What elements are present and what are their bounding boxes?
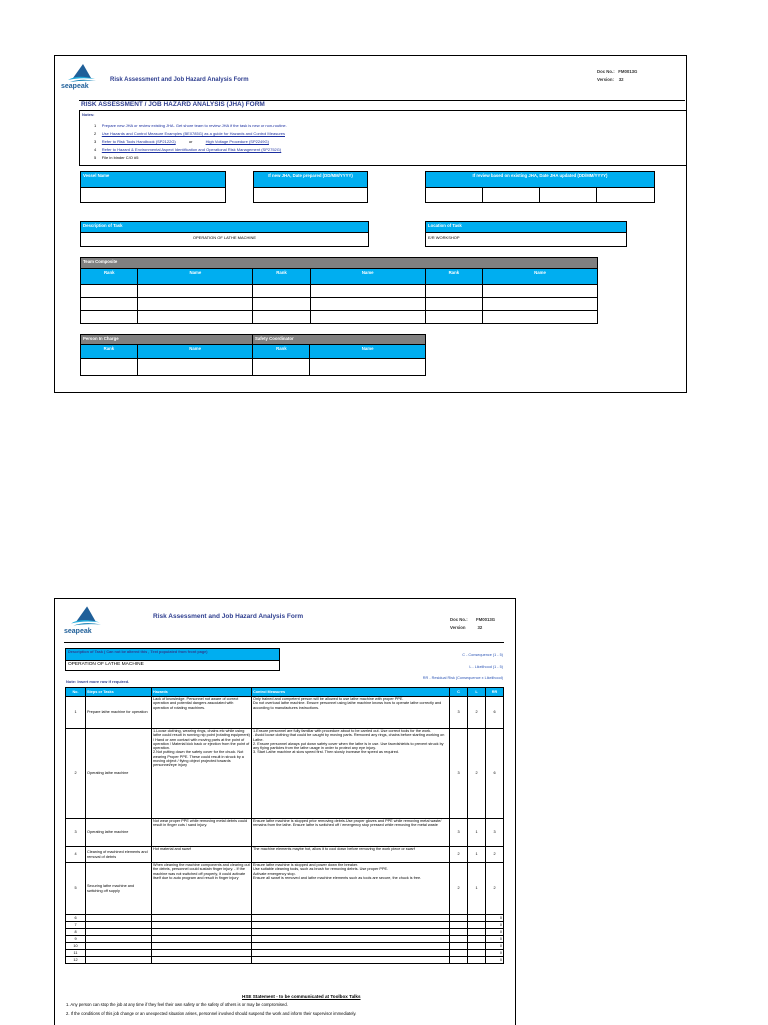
row-step[interactable] (86, 929, 152, 936)
hse-line-2: 2. If the conditions of this job change or an unexpected situation arises, personnel involved should suspend the work and inform their supervisor immediately. (66, 1011, 357, 1016)
row-rr[interactable]: 0 (486, 957, 504, 964)
row-rr[interactable]: 0 (486, 929, 504, 936)
jha-row (66, 957, 504, 964)
team-col-rank: Rank (253, 269, 310, 285)
row-l[interactable] (468, 943, 486, 950)
note-link[interactable]: Use Hazards and Control Measure Examples (BE0785G) as a guide for Hazards and Control Measures (101, 131, 285, 136)
jha-table-container (65, 687, 504, 964)
location-header: Location of Task (425, 221, 627, 233)
row-control[interactable]: Only trained and competent person will be allowed to use lathe machine with proper PPE. Do not overload lathe machine. Ensure personnel using lathe machine knows how to operate lathe correctly and according to manufactures instructions. (252, 697, 450, 729)
row-hazard[interactable] (152, 915, 252, 922)
row-number[interactable]: 11 (66, 950, 86, 957)
note-number: 2 (94, 131, 97, 136)
col-control: Control Measures (252, 688, 450, 697)
row-c[interactable] (450, 957, 468, 964)
jha-row (66, 819, 504, 847)
note-link[interactable]: Refer to Hazard & Environmental Aspect Identification and Operational Risk Management (SP2752G) (101, 147, 282, 152)
notes-block (79, 110, 686, 166)
team-col-rank: Rank (425, 269, 482, 285)
row-rr[interactable]: 3 (486, 819, 504, 847)
team-cell[interactable] (81, 298, 138, 311)
note-link[interactable]: Refer to Risk Tools Handbook (SP2122G) (101, 139, 176, 144)
row-step[interactable]: Operating lathe machine (86, 729, 152, 819)
row-step[interactable] (86, 936, 152, 943)
row-hazard[interactable] (152, 929, 252, 936)
header-divider (64, 642, 504, 643)
row-c[interactable] (450, 915, 468, 922)
note-link[interactable]: High Voltage Procedure (SP2249G) (205, 139, 269, 144)
note-3 (94, 139, 269, 144)
row-l[interactable] (468, 929, 486, 936)
doc-no-label: Doc No.: (597, 69, 615, 74)
row-step[interactable] (86, 915, 152, 922)
row-c[interactable] (450, 943, 468, 950)
row-rr[interactable]: 0 (486, 936, 504, 943)
row-rr[interactable]: 2 (486, 847, 504, 863)
doc-info (450, 616, 495, 632)
jha-row (66, 863, 504, 915)
row-c[interactable]: 2 (450, 847, 468, 863)
version-value: 32 (477, 625, 483, 630)
col-l: L (468, 688, 486, 697)
note-number: 5 (94, 155, 97, 160)
team-cell[interactable] (138, 298, 253, 311)
seapeak-logo-icon (67, 62, 97, 84)
row-hazard[interactable] (152, 950, 252, 957)
row-step[interactable] (86, 943, 152, 950)
row-l[interactable] (468, 950, 486, 957)
row-l[interactable]: 2 (468, 729, 486, 819)
form-title: Risk Assessment and Job Hazard Analysis Form (110, 77, 249, 83)
description-header: Description of Task (80, 221, 369, 233)
row-rr[interactable]: 0 (486, 943, 504, 950)
row-control[interactable] (252, 957, 450, 964)
team-cell[interactable] (310, 298, 425, 311)
jha-body (66, 697, 504, 964)
team-col-name: Name (310, 269, 425, 285)
description-value[interactable]: OPERATION OF LATHE MACHINE (65, 660, 280, 671)
team-table (80, 268, 598, 324)
logo-text: seapeak (61, 83, 89, 90)
team-cell[interactable] (425, 285, 482, 298)
row-control[interactable] (252, 950, 450, 957)
row-hazard[interactable] (152, 936, 252, 943)
row-rr[interactable]: 0 (486, 915, 504, 922)
row-number[interactable]: 5 (66, 863, 86, 915)
notes-label: Notes: (82, 112, 95, 117)
team-header-row (81, 269, 598, 285)
pic-cell[interactable] (137, 359, 253, 376)
form-heading: RISK ASSESSMENT / JOB HAZARD ANALYSIS (JHA) FORM (81, 101, 265, 108)
row-step[interactable]: Securing lathe machine and switching off supply (86, 863, 152, 915)
form-title: Risk Assessment and Job Hazard Analysis Form (153, 613, 304, 620)
row-number[interactable]: 7 (66, 922, 86, 929)
col-no: No. (66, 688, 86, 697)
jha-row (66, 697, 504, 729)
note-text: File in binder C/O #5 (101, 155, 139, 160)
logo-text: seapeak (64, 628, 92, 635)
legend-likelihood: L - Likelihood (1 - 5) (469, 664, 503, 669)
description-value[interactable]: OPERATION OF LATHE MACHINE (80, 232, 369, 247)
row-c[interactable]: 3 (450, 697, 468, 729)
location-value[interactable]: E/R WORKSHOP (425, 232, 627, 247)
col-hazards: Hazards (152, 688, 252, 697)
jha-header-row (66, 688, 504, 697)
row-control[interactable]: Ensure lathe machine is stopped prior removing debris.Use proper gloves and PPE while removing metal waste/ remains from the lathe. Ensure lathe is switched off / emergency stop pressed while removing the metal waste (252, 819, 450, 847)
review-date-field-1[interactable] (425, 187, 483, 203)
row-number[interactable]: 1 (66, 697, 86, 729)
pic-row (81, 359, 426, 376)
row-rr[interactable]: 6 (486, 697, 504, 729)
jha-row (66, 915, 504, 922)
team-cell[interactable] (425, 311, 482, 324)
row-step[interactable] (86, 957, 152, 964)
row-control[interactable] (252, 929, 450, 936)
row-c[interactable] (450, 929, 468, 936)
row-l[interactable]: 2 (468, 697, 486, 729)
row-rr[interactable]: 0 (486, 950, 504, 957)
row-control[interactable] (252, 943, 450, 950)
row-l[interactable] (468, 936, 486, 943)
row-c[interactable] (450, 950, 468, 957)
note-2 (94, 131, 285, 136)
row-l[interactable]: 1 (468, 863, 486, 915)
team-cell[interactable] (253, 298, 310, 311)
team-cell[interactable] (483, 285, 598, 298)
version-value: 32 (618, 77, 624, 82)
hse-title: HSE Statement - to be communicated at Toolbox Talks (242, 994, 361, 999)
row-control[interactable] (252, 936, 450, 943)
pic-col-name: Name (137, 345, 253, 359)
row-c[interactable] (450, 936, 468, 943)
sc-cell[interactable] (310, 359, 426, 376)
vessel-name-header: Vessel Name (80, 171, 226, 188)
legend-consequence: C - Consequence (1 - 5) (462, 653, 503, 657)
row-hazard[interactable] (152, 943, 252, 950)
pic-cell[interactable] (81, 359, 138, 376)
team-cell[interactable] (483, 311, 598, 324)
review-date-field-2[interactable] (482, 187, 540, 203)
row-number[interactable]: 4 (66, 847, 86, 863)
row-number[interactable]: 6 (66, 915, 86, 922)
seapeak-logo (61, 62, 101, 92)
pic-table (80, 344, 426, 376)
sc-col-rank: Rank (253, 345, 310, 359)
pic-header-row (81, 345, 426, 359)
team-row (81, 311, 598, 324)
jha-row (66, 729, 504, 819)
review-date-field-3[interactable] (539, 187, 597, 203)
new-jha-date-field[interactable] (253, 187, 368, 203)
col-steps: Steps or Tasks (86, 688, 152, 697)
col-c: C (450, 688, 468, 697)
jha-row (66, 922, 504, 929)
legend-residual-risk: RR - Residual Risk (Consequence x Likelihood) (422, 676, 503, 680)
team-cell[interactable] (310, 311, 425, 324)
row-control[interactable] (252, 915, 450, 922)
row-hazard[interactable] (152, 922, 252, 929)
row-rr[interactable]: 6 (486, 729, 504, 819)
sc-cell[interactable] (253, 359, 310, 376)
vessel-name-field[interactable] (80, 187, 226, 203)
pic-col-rank: Rank (81, 345, 138, 359)
team-cell[interactable] (425, 298, 482, 311)
seapeak-logo (64, 604, 106, 638)
team-cell[interactable] (81, 285, 138, 298)
row-c[interactable]: 2 (450, 863, 468, 915)
seapeak-logo-icon (70, 604, 102, 628)
row-c[interactable]: 3 (450, 729, 468, 819)
team-cell[interactable] (138, 311, 253, 324)
row-step[interactable]: Prepare lathe machine for operation (86, 697, 152, 729)
team-cell[interactable] (81, 311, 138, 324)
row-hazard[interactable]: 1.Loose clothing, wearing rings, chains etc while using lathe could result in running nip point (rotating equipment) / Hand or arm contact with moving parts at the point of operation / Material kick back or ejection from the point of operation. 2.Not putting down the safety cover for the chuck. Not wearing Proper PPE. These could result in struck by a moving object / flying object projected towards personnel/eye injury (152, 729, 252, 819)
note-number: 3 (94, 139, 97, 144)
row-hazard[interactable]: Lack of knowledge. Personnel not aware of correct operation and potential dangers associated with operation of rotating machines. (152, 697, 252, 729)
review-date-header: If review based on existing JHA, Date JHA updated (DD/MM/YYYY) (425, 171, 655, 188)
jha-row (66, 847, 504, 863)
row-l[interactable]: 1 (468, 819, 486, 847)
team-cell[interactable] (253, 311, 310, 324)
row-l[interactable]: 1 (468, 847, 486, 863)
row-number[interactable]: 10 (66, 943, 86, 950)
insert-rows-note: Note: Insert more row if required. (66, 679, 130, 684)
jha-table (65, 687, 504, 964)
team-row (81, 285, 598, 298)
row-hazard[interactable] (152, 957, 252, 964)
note-number: 4 (94, 147, 97, 152)
doc-info (597, 68, 637, 84)
row-l[interactable] (468, 922, 486, 929)
row-step[interactable]: Operating lathe machine (86, 819, 152, 847)
jha-row (66, 943, 504, 950)
row-step[interactable] (86, 922, 152, 929)
version-label: Version: (597, 77, 614, 82)
row-hazard[interactable]: Hot material and swarf (152, 847, 252, 863)
row-step[interactable]: Cleaning of machined elements and removal of debris (86, 847, 152, 863)
row-control[interactable]: The machine elements maybe hot, allow it to cool down before removing the work piece or swarf (252, 847, 450, 863)
team-cell[interactable] (253, 285, 310, 298)
note-or: or (188, 139, 193, 144)
row-number[interactable]: 12 (66, 957, 86, 964)
version-label: Version (450, 625, 466, 630)
team-cell[interactable] (310, 285, 425, 298)
row-l[interactable] (468, 915, 486, 922)
jha-row (66, 936, 504, 943)
jha-row (66, 929, 504, 936)
row-number[interactable]: 3 (66, 819, 86, 847)
team-col-name: Name (483, 269, 598, 285)
legend (423, 650, 503, 685)
sc-col-name: Name (310, 345, 426, 359)
person-in-charge-header: Person In Charge (80, 334, 253, 345)
review-date-field-4[interactable] (596, 187, 655, 203)
doc-no-value: FM0013G (618, 69, 638, 74)
team-composite-header: Team Composite (80, 257, 598, 269)
row-number[interactable]: 2 (66, 729, 86, 819)
row-rr[interactable]: 2 (486, 863, 504, 915)
safety-coordinator-header: Safety Coordinator (252, 334, 426, 345)
row-step[interactable] (86, 950, 152, 957)
note-number: 1 (94, 123, 97, 128)
team-row (81, 298, 598, 311)
hse-line-1: 1. Any person can stop the job at any time if they feel their own safety or the safety of others is or may be compromised. (66, 1002, 288, 1007)
doc-no-value: FM0013G (476, 617, 496, 622)
team-cell[interactable] (138, 285, 253, 298)
note-4 (94, 147, 281, 152)
row-control[interactable] (252, 922, 450, 929)
row-rr[interactable]: 0 (486, 922, 504, 929)
team-col-name: Name (138, 269, 253, 285)
row-c[interactable] (450, 922, 468, 929)
team-col-rank: Rank (81, 269, 138, 285)
row-control[interactable]: Ensure lathe machine is stopped and power down the breaker. Use suitable cleaning tools, such as brush for removing debris. Use proper PPE. Activate emergency stop. Ensure all swarf is removed and lathe machine elements such as tools are secure, the chuck is free. (252, 863, 450, 915)
doc-no-label: Doc No.: (450, 617, 468, 622)
row-hazard[interactable]: When cleaning the machine components and clearing out the debris, personnel could sustain finger injury. - If the machine was not switched off properly, it could activate itself due to auto program and result in finger injury (152, 863, 252, 915)
note-5 (94, 155, 138, 160)
note-1 (94, 123, 287, 128)
description-header: Description of Task ( Can not be altered this , Text populated from front page) (65, 648, 280, 661)
row-number[interactable]: 8 (66, 929, 86, 936)
row-hazard[interactable]: Not wear proper PPE while removing metal debris could result in finger cuts / sand injury. (152, 819, 252, 847)
row-l[interactable] (468, 957, 486, 964)
jha-row (66, 950, 504, 957)
row-control[interactable]: 1.Ensure personnel are fully familiar with procedure about to be carried out. Use correct tools for the work. . Avoid loose clothing that could be caught by moving parts. Removed any rings, chains before starting working on Lathe. 2. Ensure personnel always put down safety cover when the lathe is in use. Use facedshields to prevent struck by any flying particles from the lathe usage in order to protect any eye injury. 3. Start Lathe machine at slow speed first. Then slowly increase the speed as required. (252, 729, 450, 819)
row-number[interactable]: 9 (66, 936, 86, 943)
col-rr: RR (486, 688, 504, 697)
new-jha-date-header: If new JHA, Date prepared (DD/MM/YYYY) (253, 171, 368, 188)
row-c[interactable]: 3 (450, 819, 468, 847)
team-cell[interactable] (483, 298, 598, 311)
note-text: Prepare new JHA or review existing JHA. Get shore team to review JHA if the task is new or non-routine. (101, 123, 287, 128)
